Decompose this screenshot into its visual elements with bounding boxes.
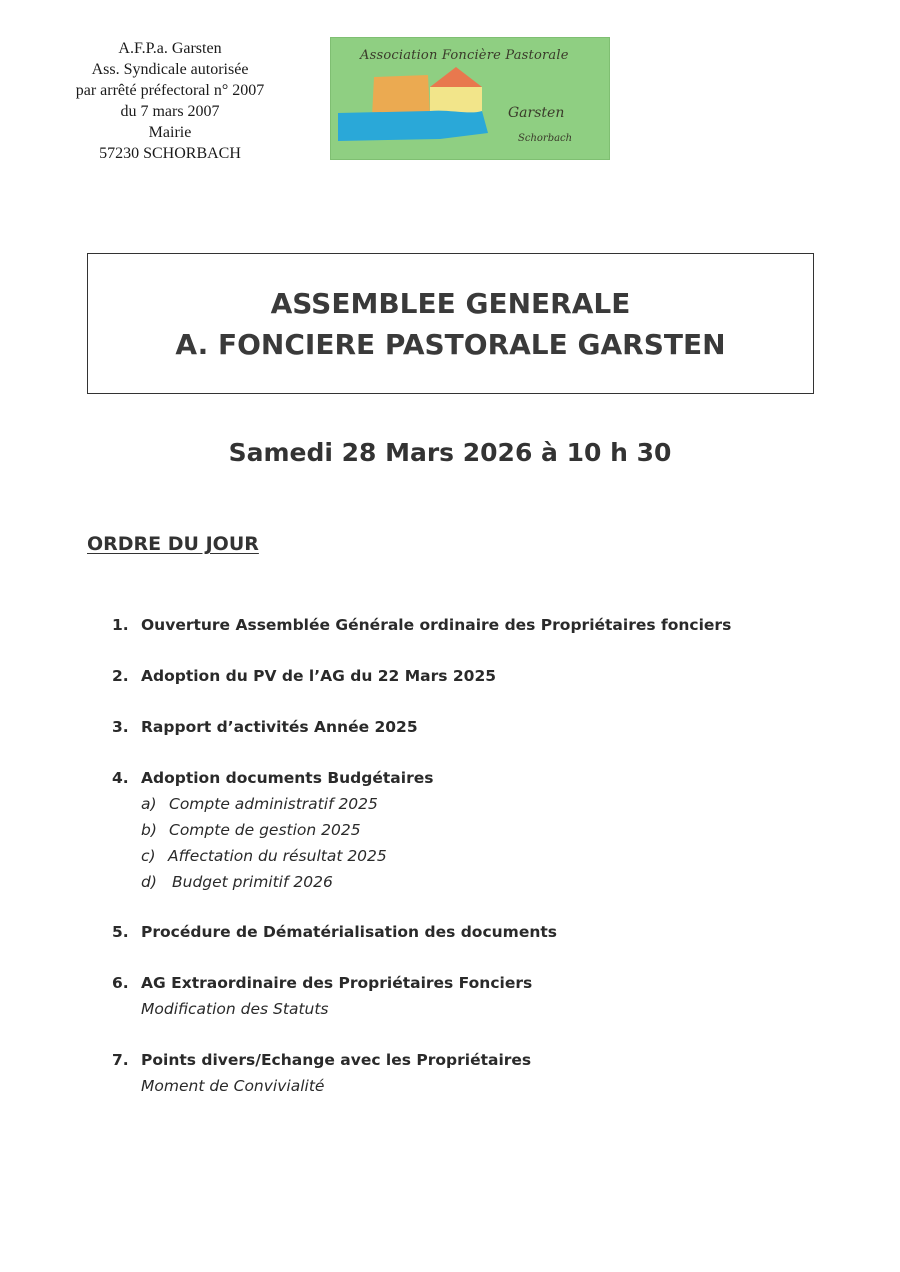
agenda-item-note: Moment de Convivialité bbox=[141, 1077, 325, 1095]
address-line-mairie: Mairie bbox=[148, 124, 192, 141]
subitem-text-c: Affectation du résultat 2025 bbox=[168, 847, 387, 865]
agenda-item-number: 1. bbox=[112, 616, 129, 634]
subitem-text-d: Budget primitif 2026 bbox=[172, 873, 333, 891]
event-date: Samedi 28 Mars 2026 à 10 h 30 bbox=[228, 438, 672, 467]
address-line-status: Ass. Syndicale autorisée bbox=[91, 61, 249, 78]
logo-roof bbox=[430, 67, 482, 87]
agenda-item-text: Procédure de Dématérialisation des documents bbox=[141, 923, 558, 941]
subitem-text-a: Compte administratif 2025 bbox=[169, 795, 378, 813]
subitem-letter-b: b) bbox=[141, 821, 157, 839]
logo-water bbox=[338, 111, 488, 141]
logo-title: Association Foncière Pastorale bbox=[360, 48, 569, 63]
agenda-item-number: 5. bbox=[112, 923, 129, 941]
subitem-letter-c: c) bbox=[141, 847, 156, 865]
title-line-1: ASSEMBLEE GENERALE bbox=[270, 286, 631, 320]
agenda-item-text: Points divers/Echange avec les Propriétaires bbox=[141, 1051, 532, 1069]
logo-orange-block bbox=[372, 75, 430, 117]
agenda-item-number: 2. bbox=[112, 667, 129, 685]
address-line-org: A.F.P.a. Garsten bbox=[118, 40, 222, 57]
address-line-decree: par arrêté préfectoral n° 2007 bbox=[75, 82, 265, 99]
agenda-item-number: 3. bbox=[112, 718, 129, 736]
agenda-item-number: 6. bbox=[112, 974, 129, 992]
agenda-item-text: Rapport d’activités Année 2025 bbox=[141, 718, 418, 736]
logo-place: Schorbach bbox=[518, 133, 573, 144]
subitem-letter-a: a) bbox=[141, 795, 157, 813]
agenda-item-note: Modification des Statuts bbox=[141, 1000, 329, 1018]
agenda-item-text: Ouverture Assemblée Générale ordinaire des Propriétaires fonciers bbox=[141, 616, 732, 634]
agenda-item-text: AG Extraordinaire des Propriétaires Fonciers bbox=[141, 974, 533, 992]
subitem-letter-d: d) bbox=[141, 873, 157, 891]
agenda-item-text: Adoption du PV de l’AG du 22 Mars 2025 bbox=[141, 667, 497, 685]
agenda-item-number: 7. bbox=[112, 1051, 129, 1069]
org-address bbox=[50, 38, 290, 164]
logo-yellow-house bbox=[430, 87, 482, 113]
agenda-heading: ORDRE DU JOUR bbox=[87, 533, 259, 555]
title-box bbox=[87, 253, 814, 394]
subitem-text-b: Compte de gestion 2025 bbox=[169, 821, 361, 839]
logo-name: Garsten bbox=[508, 105, 565, 121]
address-line-postal: 57230 SCHORBACH bbox=[99, 145, 241, 162]
address-line-decree-date: du 7 mars 2007 bbox=[120, 103, 220, 120]
agenda-item-number: 4. bbox=[112, 769, 129, 787]
association-logo bbox=[330, 37, 610, 160]
agenda-item-text: Adoption documents Budgétaires bbox=[141, 769, 434, 787]
title-line-2: A. FONCIERE PASTORALE GARSTEN bbox=[175, 327, 726, 361]
